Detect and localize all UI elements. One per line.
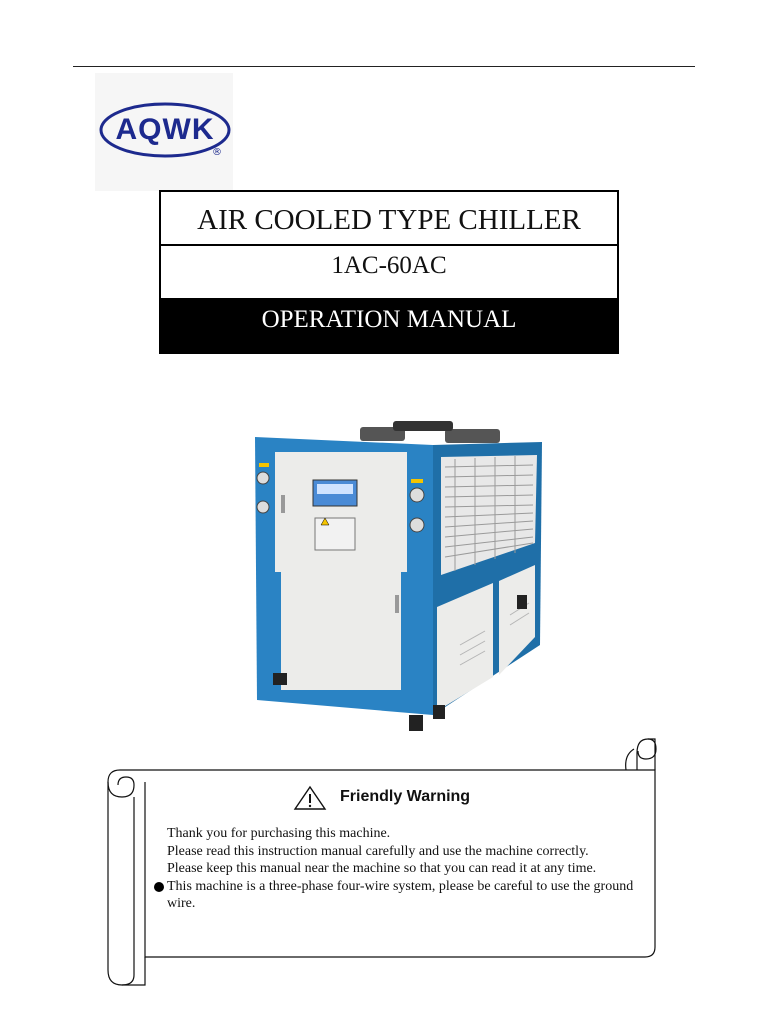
title-block xyxy=(159,190,619,354)
warning-line: Please read this instruction manual carefully and use the machine correctly. xyxy=(167,843,589,859)
warning-triangle-icon xyxy=(293,785,327,811)
warning-body xyxy=(167,825,639,913)
warning-line: Please keep this manual near the machine so that you can read it at any time. xyxy=(167,861,597,876)
top-fans-icon xyxy=(360,421,500,443)
logo-text: AQWK xyxy=(115,113,215,146)
warning-bullet-item xyxy=(167,878,639,913)
warning-line: Thank you for purchasing this machine. xyxy=(167,826,391,841)
warning-title: Friendly Warning xyxy=(340,788,471,805)
model-range: 1AC-60AC xyxy=(331,252,447,279)
registered-mark: ® xyxy=(212,147,222,158)
bullet-icon xyxy=(154,882,164,892)
top-rule xyxy=(73,66,695,67)
product-title: AIR COOLED TYPE CHILLER xyxy=(161,192,617,246)
chiller-image xyxy=(245,415,545,740)
warning-bullet-text: This machine is a three-phase four-wire system, please be careful to use the ground wire. xyxy=(167,878,634,911)
document-type: OPERATION MANUAL xyxy=(161,298,617,354)
